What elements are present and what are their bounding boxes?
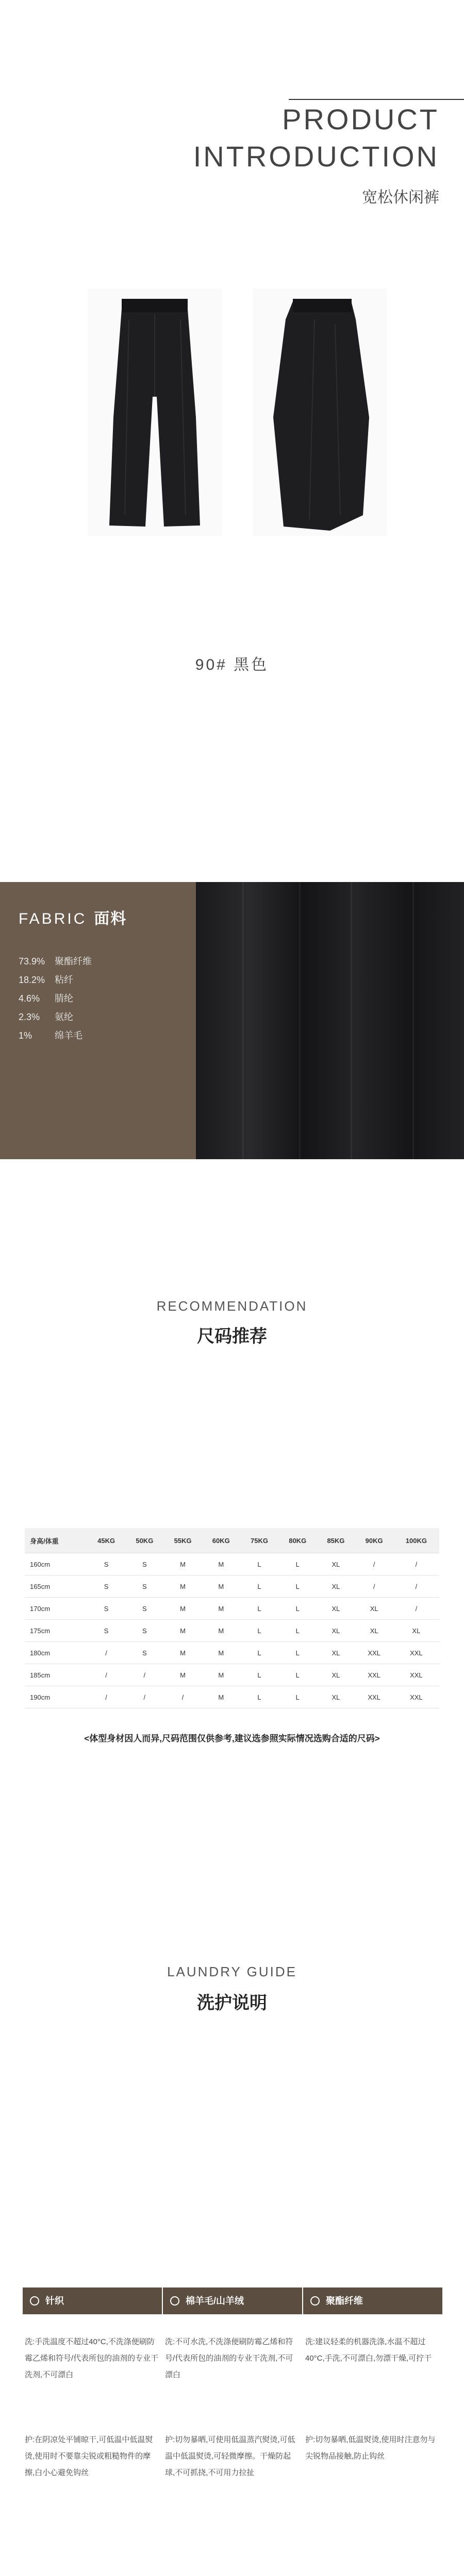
fabric-closeup-image — [196, 882, 464, 1159]
care-chip-knit: 针织 — [23, 2287, 162, 2314]
fabric-row: 73.9% 聚酯纤维 — [19, 956, 92, 967]
table-row: 165cm S S M M L L XL / / — [25, 1575, 439, 1598]
care-text-wash: 洗:不可水洗,不洗涤便刷防霉乙烯和符号/代表所包的油剂的专业干洗剂,不可漂白 — [165, 2337, 293, 2379]
circle-icon — [310, 2296, 320, 2306]
page-subtitle: 宽松休闲裤 — [362, 189, 439, 206]
care-text-wash: 洗:建议轻柔的机器洗涤,水温不超过40°C,手洗,不可漂白,勿漂干燥,可拧干 — [305, 2337, 432, 2363]
product-photo-side — [253, 289, 387, 536]
table-row: 175cm S S M M L L XL XL XL — [25, 1620, 439, 1642]
header-divider — [289, 99, 464, 100]
pants-side-image — [253, 289, 387, 536]
fabric-row: 2.3% 氨纶 — [19, 1012, 73, 1022]
size-note: <体型身材因人而异,尺码范围仅供参考,建议选参照实际情况选购合适的尺码> — [84, 1734, 380, 1743]
care-text-wash: 洗:手洗温度不超过40°C,不洗涤便刷防霉乙烯和符号/代表所包的油剂的专业干洗剂,不可漂白 — [25, 2337, 159, 2379]
circle-icon — [170, 2296, 179, 2306]
pants-front-image — [88, 289, 222, 536]
care-chip-polyester: 聚酯纤维 — [303, 2287, 442, 2314]
recommendation-title-en: RECOMMENDATION — [156, 1298, 308, 1314]
fabric-row: 18.2% 粘纤 — [19, 975, 73, 985]
page-title-line1: PRODUCT — [282, 103, 439, 135]
fabric-row: 4.6% 腈纶 — [19, 993, 73, 1004]
laundry-title-en: LAUNDRY GUIDE — [167, 1964, 297, 1979]
color-label: 90# 黑色 — [195, 656, 269, 673]
fabric-title: FABRIC 面料 — [19, 910, 127, 927]
table-row: 185cm / / M M L L XL XXL XXL — [25, 1664, 439, 1686]
size-table — [25, 1528, 439, 1708]
table-row: 160cm S S M M L L XL / / — [25, 1553, 439, 1575]
fabric-section — [0, 882, 464, 1159]
care-chip-wool: 棉羊毛/山羊绒 — [163, 2287, 302, 2314]
fabric-row: 1% 绵羊毛 — [19, 1030, 82, 1041]
product-photo-front — [88, 289, 222, 536]
size-table-header: 身高/体重 45KG 50KG 55KG 60KG 75KG 80KG 85KG 90KG 100KG — [25, 1528, 439, 1553]
care-text-maintain: 护:切勿暴晒,可使用低温蒸汽熨烫,可低温中低温熨烫,可轻微摩擦。干燥防起球,不可抓挠,不可用力拉扯 — [165, 2435, 295, 2477]
laundry-title-cn: 洗护说明 — [197, 1993, 267, 2013]
care-text-maintain: 护:切勿暴晒,低温熨烫,使用时注意勿与尖锐物品接触,防止钩丝 — [305, 2435, 436, 2461]
recommendation-title-cn: 尺码推荐 — [197, 1327, 267, 1346]
fabric-panel — [0, 882, 196, 1159]
circle-icon — [30, 2296, 39, 2306]
table-row: 180cm / S M M L L XL XXL XXL — [25, 1642, 439, 1664]
care-text-maintain: 护:在阴凉处平铺晾干,可低温中低温熨烫,使用时不要靠尖锐或粗糙物件的摩擦,白小心避免钩丝 — [25, 2435, 153, 2477]
table-row: 170cm S S M M L L XL XL / — [25, 1598, 439, 1620]
page-title-line2: INTRODUCTION — [193, 140, 439, 173]
table-row: 190cm / / / M L L XL XXL XXL — [25, 1686, 439, 1708]
